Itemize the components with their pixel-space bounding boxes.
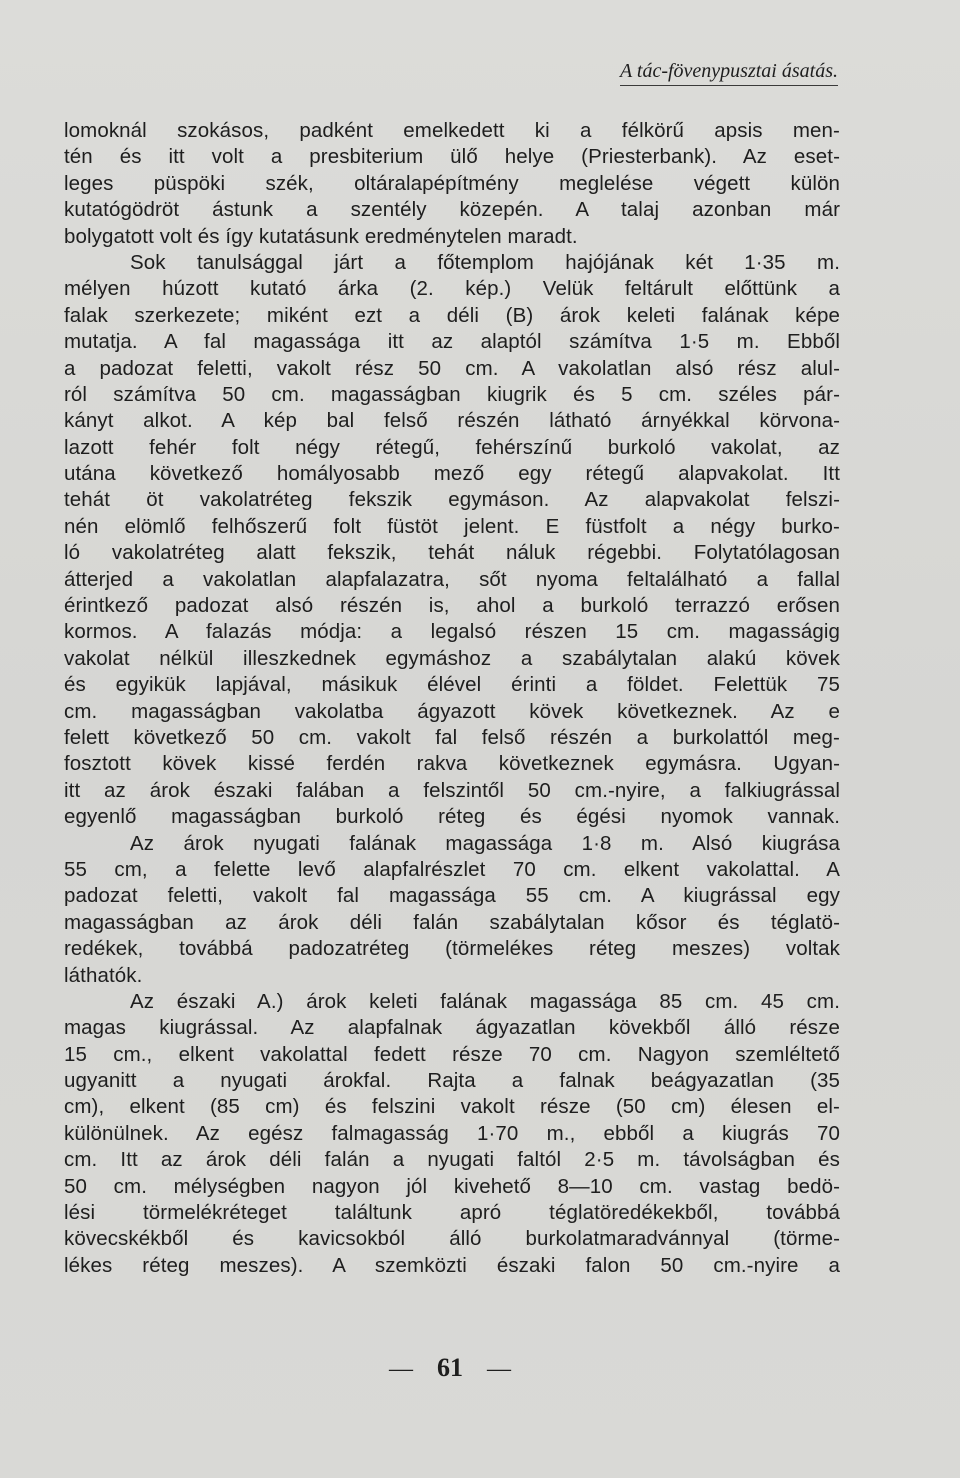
text-line: mutatja. A fal magassága itt az alaptól számítva 1·5 m. Ebből: [64, 330, 840, 354]
text-line: érintkező padozat alsó részén is, ahol a burkoló terrazzó erősen: [64, 594, 840, 618]
text-line: Az árok nyugati falának magassága 1·8 m. Alsó kiugrása: [130, 831, 840, 855]
text-line: kormos. A falazás módja: a legalsó részen 15 cm. magasságig: [64, 620, 840, 644]
text-line: ló vakolatréteg alatt fekszik, tehát náluk régebbi. Folytatólagosan: [64, 541, 840, 565]
text-line: kutatógödröt ástunk a szentély közepén. A talaj azonban már: [64, 198, 840, 222]
folio-number: 61: [437, 1353, 463, 1382]
body-text: [64, 118, 840, 1279]
text-line: padozat feletti, vakolt fal magassága 55 cm. A kiugrással egy: [64, 884, 840, 908]
text-line: fosztott kövek kissé ferdén rakva következnek egymásra. Ugyan-: [64, 752, 840, 776]
text-line: falak szerkezete; miként ezt a déli (B) árok keleti falának képe: [64, 303, 840, 327]
text-line: tén és itt volt a presbiterium ülő helye (Priesterbank). Az eset-: [64, 145, 840, 169]
folio-dash-left: —: [389, 1356, 413, 1382]
text-line: lomoknál szokásos, padként emelkedett ki a félkörű apsis men-: [64, 119, 840, 142]
text-line: Az északi A.) árok keleti falának magassága 85 cm. 45 cm.: [130, 989, 840, 1013]
text-line: magas kiugrással. Az alapfalnak ágyazatlan kövekből álló része: [64, 1016, 840, 1040]
text-line: lazott fehér folt négy rétegű, fehérszínű burkoló vakolat, az: [64, 435, 840, 459]
text-line: cm. magasságban vakolatba ágyazott kövek következnek. Az e: [64, 699, 840, 723]
text-line: Sok tanulsággal járt a főtemplom hajójának két 1·35 m.: [130, 250, 840, 274]
text-line: utána következő homályosabb mező egy rétegű alapvakolat. Itt: [64, 462, 840, 486]
text-line: tehát öt vakolatréteg fekszik egymáson. Az alapvakolat felszi-: [64, 488, 840, 512]
text-line: itt az árok északi falában a felszintől 50 cm.-nyire, a falkiugrással: [64, 778, 840, 802]
text-line: lékes réteg meszes). A szemközti északi falon 50 cm.-nyire a: [64, 1253, 840, 1277]
folio-dash-right: —: [487, 1356, 511, 1382]
text-line: láthatók.: [64, 963, 143, 987]
text-line: kányt alkot. A kép bal felső részén látható árnyékkal körvona-: [64, 409, 840, 433]
text-line: 50 cm. mélységben nagyon jól kivehető 8—10 cm. vastag bedö-: [64, 1174, 840, 1198]
text-line: cm), elkent (85 cm) és felszini vakolt része (50 cm) élesen el-: [64, 1095, 840, 1119]
text-line: mélyen húzott kutató árka (2. kép.) Velük feltárult előttünk a: [64, 277, 840, 301]
text-line: különülnek. Az egész falmagasság 1·70 m., ebből a kiugrás 70: [64, 1121, 840, 1145]
text-line: ugyanitt a nyugati árokfal. Rajta a falnak beágyazatlan (35: [64, 1069, 840, 1093]
text-line: 55 cm, a felette levő alapfalrészlet 70 cm. elkent vakolattal. A: [64, 857, 840, 881]
text-line: kövecskékből és kavicsokból álló burkolatmaradvánnyal (törme-: [64, 1227, 840, 1251]
text-line: a padozat feletti, vakolt rész 50 cm. A vakolatlan alsó rész alul-: [64, 356, 840, 380]
text-line: nén elömlő felhőszerű folt füstöt jelent. E füstfolt a négy burko-: [64, 514, 840, 538]
text-line: leges püspöki szék, oltáralapépítmény meglelése végett külön: [64, 171, 840, 195]
text-line: vakolat nélkül illeszkednek egymáshoz a szabálytalan alakú kövek: [64, 646, 840, 670]
running-head: A tác-fövenypusztai ásatás.: [620, 60, 838, 86]
text-line: egyenlő magasságban burkoló réteg és égési nyomok vannak.: [64, 805, 840, 829]
text-line: cm. Itt az árok déli falán a nyugati faltól 2·5 m. távolságban és: [64, 1148, 840, 1172]
text-line: magasságban az árok déli falán szabálytalan kősor és téglatö-: [64, 910, 840, 934]
text-line: bolygatott volt és így kutatásunk eredménytelen maradt.: [64, 224, 578, 248]
page-number: [0, 1353, 900, 1383]
text-line: átterjed a vakolatlan alapfalazatra, sőt nyoma feltalálható a fallal: [64, 567, 840, 591]
text-line: ról számítva 50 cm. magasságban kiugrik és 5 cm. széles pár-: [64, 382, 840, 406]
text-line: 15 cm., elkent vakolattal fedett része 70 cm. Nagyon szemléltető: [64, 1042, 840, 1066]
text-line: redékek, továbbá padozatréteg (törmelékes réteg meszes) voltak: [64, 937, 840, 961]
text-line: lési törmelékréteget találtunk apró téglatöredékekből, továbbá: [64, 1201, 840, 1225]
text-line: felett következő 50 cm. vakolt fal felső részén a burkolattól meg-: [64, 725, 840, 749]
text-line: és egyikük lapjával, másikuk élével érinti a földet. Felettük 75: [64, 673, 840, 697]
